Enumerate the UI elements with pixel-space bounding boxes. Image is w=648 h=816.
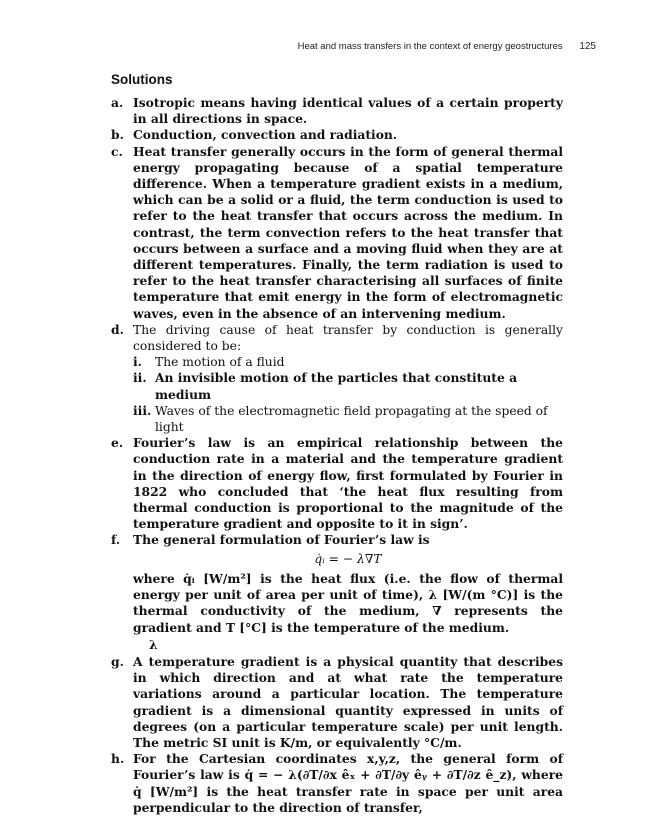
solution-item-f — [111, 532, 563, 652]
page-number: 125 — [579, 41, 596, 52]
item-text: For the Cartesian coordinates x,y,z, the general form of Fourier’s law is q̇ = − λ(∂T/∂x êₓ + ∂T/∂y êᵧ + ∂T/∂z ê_z), where q̇ [W/m²] is the heat transfer rate in space per unit area perpendicular to the direction of transfer, — [133, 751, 563, 815]
item-label: c. — [111, 143, 123, 159]
solution-item-a — [111, 95, 563, 127]
solutions-list — [111, 95, 563, 816]
option-item — [111, 403, 563, 435]
option-text: An invisible motion of the particles that constitute a medium — [155, 370, 518, 402]
solution-item-d — [111, 322, 563, 354]
solution-item-e — [111, 435, 563, 532]
item-label: g. — [111, 653, 124, 669]
item-text: A temperature gradient is a physical quantity that describes in which direction and at what rate the temperature variations around a particular location. The temperature gradient is a dimensional quantity expressed in units of degrees (on a particular temperature scale) per unit length. The metric SI unit is K/m, or equivalently °C/m. — [133, 653, 563, 750]
solution-item-g — [111, 654, 563, 751]
option-label: ii. — [133, 370, 147, 386]
item-text: The driving cause of heat transfer by conduction is generally considered to be: — [133, 322, 563, 354]
item-label: d. — [111, 321, 124, 337]
option-item-correct — [111, 370, 563, 402]
item-text: Fourier’s law is an empirical relationship between the conduction rate in a material and the temperature gradient in the direction of energy flow, first formulated by Fourier in 1822 who concluded that ‘the heat flux resulting from thermal conduction is proportional to the magnitude of the temperature gradient and opposite to it in sign’. — [133, 435, 563, 532]
item-label: e. — [111, 435, 124, 451]
fourier-equation: q̇ᵢ = − λ∇T — [314, 551, 382, 566]
option-label: i. — [133, 354, 142, 370]
running-header — [298, 41, 596, 52]
item-text: Heat transfer generally occurs in the form of general thermal energy propagating because of a spatial temperature difference. When a temperature gradient exists in a medium, which can be a solid or a fluid, the term conduction is used to refer to the heat transfer that occurs across the medium. In contrast, the term convection refers to the heat transfer that occurs between a surface and a moving fluid when they are at different temperatures. Finally, the term radiation is used to refer to the heat transfer characterising all surfaces of finite temperature that emit energy in the form of electromagnetic waves, even in the absence of an intervening medium. — [133, 143, 563, 321]
item-text: The general formulation of Fourier’s law is — [133, 532, 430, 548]
item-text: Isotropic means having identical values of a certain property in all directions in space. — [133, 95, 563, 127]
equation-description: where q̇ᵢ [W/m²] is the heat flux (i.e. the flow of thermal energy per unit of area per unit of time), λ [W/(m °C)] is the thermal conductivity of the medium, ∇ represents the gradient and T [°C] is the temperature of the medium. — [133, 570, 563, 635]
solution-item-c — [111, 144, 563, 322]
item-label: a. — [111, 95, 124, 110]
item-text: Conduction, convection and radiation. — [133, 127, 398, 143]
option-text: The motion of a fluid — [155, 355, 285, 370]
lambda-note: λ — [149, 636, 158, 652]
item-label: b. — [111, 127, 124, 143]
section-title: Solutions — [111, 72, 173, 87]
item-label: h. — [111, 751, 125, 767]
running-title: Heat and mass transfers in the context of energy geostructures — [297, 41, 563, 52]
solution-item-h — [111, 751, 563, 816]
option-label: iii. — [133, 402, 152, 418]
option-text: Waves of the electromagnetic field propagating at the speed of light — [155, 403, 548, 435]
solution-item-b — [111, 127, 563, 143]
option-item — [111, 354, 563, 370]
item-label: f. — [111, 532, 121, 548]
